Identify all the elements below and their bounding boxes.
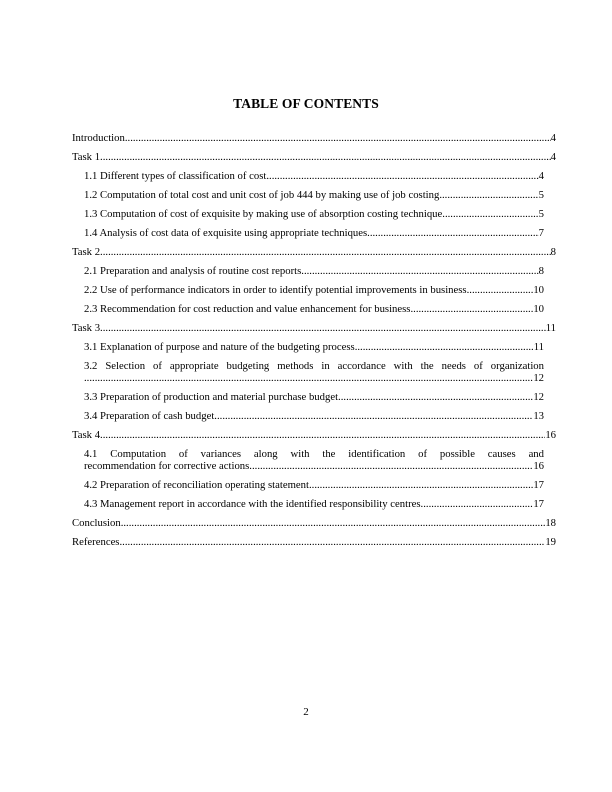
toc-entry-title: Task 1 xyxy=(72,151,101,163)
table-of-contents xyxy=(72,132,556,548)
toc-entry-4-2[interactable] xyxy=(84,479,544,491)
toc-entry-title-continued: recommendation for corrective actions xyxy=(84,460,250,472)
dot-leader xyxy=(100,322,546,334)
dot-leader xyxy=(214,410,533,422)
toc-page-number: 17 xyxy=(533,479,544,491)
toc-page-number: 17 xyxy=(533,498,544,510)
toc-entry-2-2[interactable] xyxy=(84,284,544,296)
toc-page-number: 11 xyxy=(533,341,544,353)
toc-entry-3-1[interactable] xyxy=(84,341,544,353)
page-number: 2 xyxy=(303,706,309,718)
toc-page-number: 5 xyxy=(538,208,544,220)
toc-entry-3-4[interactable] xyxy=(84,410,544,422)
toc-entry-1-3[interactable] xyxy=(84,208,544,220)
toc-entry-title: Task 4 xyxy=(72,429,101,441)
toc-entry-task-4[interactable] xyxy=(72,429,556,441)
toc-entry-4-3[interactable] xyxy=(84,498,544,510)
toc-entry-task-2[interactable] xyxy=(72,246,556,258)
toc-entry-title: Task 3 xyxy=(72,322,101,334)
dot-leader xyxy=(367,227,539,239)
toc-page-number: 13 xyxy=(533,410,544,422)
dot-leader xyxy=(338,391,533,403)
toc-page-number: 4 xyxy=(550,132,556,144)
toc-heading: TABLE OF CONTENTS xyxy=(233,96,379,111)
toc-page-number: 16 xyxy=(545,429,556,441)
toc-entry-title: 3.3 Preparation of production and material purchase budget xyxy=(84,391,339,403)
toc-entry-title: Conclusion xyxy=(72,517,121,529)
toc-entry-title: 2.2 Use of performance indicators in order to identify potential improvements in business xyxy=(84,284,467,296)
dot-leader xyxy=(100,151,551,163)
toc-entry-introduction[interactable] xyxy=(72,132,556,144)
dot-leader xyxy=(355,341,534,353)
toc-entry-title: 3.4 Preparation of cash budget xyxy=(84,410,215,422)
toc-entry-title: 1.2 Computation of total cost and unit cost of job 444 by making use of job costing xyxy=(84,189,440,201)
toc-page-number: 5 xyxy=(538,189,544,201)
toc-entry-title: 3.1 Explanation of purpose and nature of the budgeting process xyxy=(84,341,355,353)
dot-leader xyxy=(121,517,546,529)
dot-leader xyxy=(439,189,538,201)
toc-entry-title: 2.1 Preparation and analysis of routine cost reports xyxy=(84,265,302,277)
toc-entry-2-1[interactable] xyxy=(84,265,544,277)
toc-entry-title: 3.2 Selection of appropriate budgeting methods in accordance with the needs of organization xyxy=(84,360,544,372)
toc-entry-references[interactable] xyxy=(72,536,556,548)
toc-entry-title: 2.3 Recommendation for cost reduction and value enhancement for business xyxy=(84,303,411,315)
toc-entry-3-2[interactable] xyxy=(84,360,544,384)
toc-page-number: 16 xyxy=(533,460,544,472)
toc-entry-1-1[interactable] xyxy=(84,170,544,182)
toc-page-number: 10 xyxy=(533,284,544,296)
toc-entry-2-3[interactable] xyxy=(84,303,544,315)
toc-page-number: 12 xyxy=(533,372,544,384)
toc-page-number: 4 xyxy=(538,170,544,182)
toc-entry-title: Task 2 xyxy=(72,246,101,258)
toc-page-number: 10 xyxy=(533,303,544,315)
toc-entry-title: References xyxy=(72,536,120,548)
toc-entry-4-1[interactable] xyxy=(84,448,544,472)
toc-page-number: 8 xyxy=(550,246,556,258)
dot-leader xyxy=(249,460,533,472)
dot-leader xyxy=(119,536,545,548)
toc-entry-conclusion[interactable] xyxy=(72,517,556,529)
dot-leader xyxy=(301,265,538,277)
dot-leader xyxy=(442,208,538,220)
toc-entry-title: 1.1 Different types of classification of cost xyxy=(84,170,267,182)
dot-leader xyxy=(467,284,534,296)
toc-entry-title: Introduction xyxy=(72,132,125,144)
dot-leader xyxy=(100,246,551,258)
toc-page-number: 4 xyxy=(550,151,556,163)
toc-page-number: 12 xyxy=(533,391,544,403)
toc-entry-task-3[interactable] xyxy=(72,322,556,334)
toc-page-number: 18 xyxy=(545,517,556,529)
toc-entry-3-3[interactable] xyxy=(84,391,544,403)
toc-entry-title: 4.2 Preparation of reconciliation operating statement xyxy=(84,479,309,491)
toc-entry-title: 1.3 Computation of cost of exquisite by making use of absorption costing technique xyxy=(84,208,443,220)
toc-entry-title: 4.3 Management report in accordance with the identified responsibility centres xyxy=(84,498,421,510)
dot-leader xyxy=(84,372,533,384)
toc-page-number: 19 xyxy=(545,536,556,548)
toc-page-number: 11 xyxy=(545,322,556,334)
dot-leader xyxy=(309,479,533,491)
dot-leader xyxy=(421,498,534,510)
toc-entry-title: 1.4 Analysis of cost data of exquisite using appropriate techniques xyxy=(84,227,368,239)
toc-page-number: 7 xyxy=(538,227,544,239)
dot-leader xyxy=(125,132,551,144)
dot-leader xyxy=(100,429,545,441)
dot-leader xyxy=(410,303,533,315)
toc-entry-1-2[interactable] xyxy=(84,189,544,201)
toc-entry-1-4[interactable] xyxy=(84,227,544,239)
toc-entry-title: 4.1 Computation of variances along with the identification of possible causes and xyxy=(84,448,544,460)
toc-page-number: 8 xyxy=(538,265,544,277)
toc-entry-task-1[interactable] xyxy=(72,151,556,163)
dot-leader xyxy=(266,170,538,182)
